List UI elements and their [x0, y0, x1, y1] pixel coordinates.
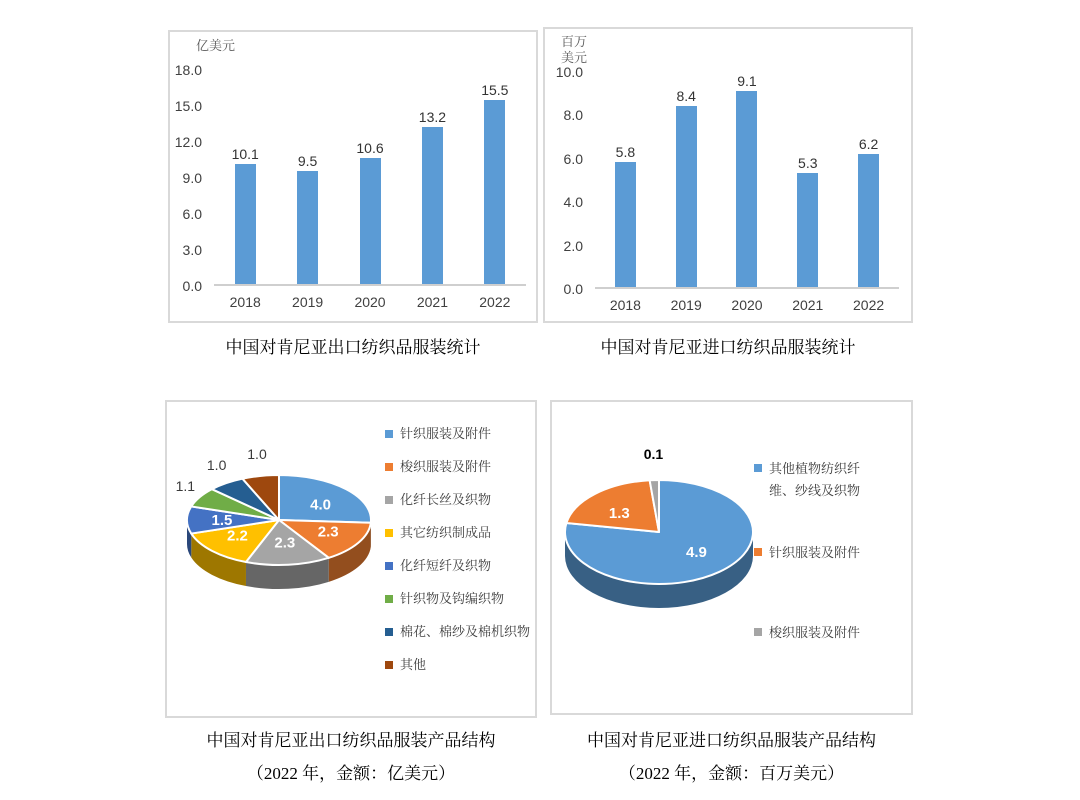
bar-column — [595, 72, 656, 287]
bar-value-label: 9.5 — [297, 153, 318, 170]
bar-column — [717, 72, 778, 287]
pie-data-label: 2.3 — [274, 534, 296, 552]
bar-2020 — [360, 158, 381, 284]
x-axis-tick-label: 2021 — [416, 294, 448, 310]
unit-label-line: 美元 — [561, 50, 588, 65]
legend-item — [385, 655, 530, 675]
legend-item — [385, 490, 530, 510]
y-axis — [170, 62, 208, 294]
y-axis-tick-label: 15.0 — [174, 98, 202, 114]
legend-label: 其他 — [400, 657, 427, 672]
x-axis-tick-label: 2019 — [670, 297, 702, 313]
pie-data-label: 4.9 — [686, 543, 707, 561]
bar-value-label: 6.2 — [858, 135, 879, 152]
y-axis-unit-label — [561, 34, 587, 66]
legend-marker — [385, 595, 393, 603]
bar-value-label: 10.1 — [231, 145, 259, 162]
legend-item — [385, 424, 530, 444]
pie-title-line1: 中国对肯尼亚出口纺织品服装产品结构 — [206, 731, 496, 750]
legend-label: 其它纺织制成品 — [400, 525, 492, 540]
legend-marker — [754, 628, 762, 636]
legend-label: 针织服装及附件 — [400, 426, 492, 441]
bar-column — [276, 70, 338, 284]
pie-data-label: 2.3 — [317, 523, 339, 541]
bar-2020 — [736, 91, 757, 287]
pie-data-label: 1.3 — [608, 504, 630, 522]
y-axis — [545, 64, 589, 297]
legend-marker — [754, 464, 762, 472]
x-axis-tick-label: 2020 — [731, 297, 763, 313]
y-axis-tick-label: 3.0 — [182, 242, 202, 259]
x-axis — [214, 288, 526, 321]
pie-title-line2: （2022 年，金额：亿美元） — [246, 764, 456, 783]
x-axis-tick-label: 2018 — [609, 297, 641, 313]
pie-data-label: 1.0 — [247, 445, 267, 462]
export-pie-chart-panel — [165, 400, 537, 718]
legend-item — [385, 556, 530, 576]
bar-value-label: 13.2 — [418, 109, 447, 126]
x-axis — [595, 291, 899, 321]
export-bar-chart-panel — [168, 30, 538, 323]
legend-item — [754, 458, 876, 502]
bar-value-label: 10.6 — [356, 139, 384, 156]
pie-data-label: 4.0 — [310, 496, 331, 514]
x-axis-tick-label: 2019 — [292, 294, 324, 310]
bar-column — [401, 70, 463, 284]
bar-column — [214, 70, 276, 284]
plot-area — [595, 72, 899, 289]
bar-value-label: 5.3 — [798, 155, 818, 172]
legend-item — [385, 523, 530, 543]
pie-title-line2: （2022 年，金额：百万美元） — [618, 764, 845, 783]
bar-2021 — [422, 127, 443, 284]
x-axis-tick-label: 2021 — [792, 297, 824, 313]
export-pie-legend — [385, 424, 530, 688]
legend-label: 针织物及钩编织物 — [400, 591, 505, 606]
pie-data-label: 1.0 — [206, 456, 227, 473]
import-bar-chart-panel — [543, 27, 913, 323]
y-axis-tick-label: 18.0 — [174, 62, 202, 78]
bar-column — [656, 72, 717, 287]
import-pie-chart-title — [550, 724, 913, 790]
legend-item — [754, 622, 876, 644]
bar-2022 — [858, 154, 879, 287]
bar-value-label: 9.1 — [737, 73, 757, 90]
bar-value-label: 8.4 — [676, 88, 696, 105]
pie-data-label: 0.1 — [643, 446, 664, 463]
y-axis-tick-label: 0.0 — [182, 278, 202, 294]
legend-marker — [385, 562, 393, 570]
bar-2018 — [235, 164, 256, 284]
legend-label: 梭织服装及附件 — [769, 625, 861, 640]
legend-marker — [385, 463, 393, 471]
y-axis-tick-label: 12.0 — [174, 134, 202, 151]
y-axis-unit-label — [196, 38, 235, 54]
y-axis-tick-label: 2.0 — [563, 237, 583, 254]
bar-column — [339, 70, 401, 284]
y-axis-tick-label: 8.0 — [563, 107, 583, 124]
legend-label: 针织服装及附件 — [769, 545, 861, 560]
legend-label: 化纤短纤及织物 — [400, 558, 492, 573]
legend-marker — [385, 529, 393, 537]
legend-marker — [385, 430, 393, 438]
pie-data-label: 1.1 — [175, 477, 196, 494]
legend-label: 棉花、棉纱及棉机织物 — [400, 624, 531, 639]
y-axis-tick-label: 6.0 — [563, 150, 583, 167]
unit-label-line: 亿美元 — [196, 38, 236, 53]
unit-label-line: 百万 — [561, 34, 588, 49]
plot-area — [214, 70, 526, 286]
legend-marker — [385, 496, 393, 504]
bar-2019 — [297, 171, 318, 284]
y-axis-tick-label: 6.0 — [182, 206, 202, 223]
x-axis-tick-label: 2020 — [354, 294, 386, 310]
x-axis-tick-label: 2022 — [853, 297, 885, 313]
legend-item — [385, 457, 530, 477]
x-axis-tick-label: 2022 — [479, 294, 511, 310]
pie-title-line1: 中国对肯尼亚进口纺织品服装产品结构 — [587, 731, 876, 750]
y-axis-tick-label: 4.0 — [563, 194, 583, 211]
pie-data-label: 1.5 — [211, 512, 233, 529]
legend-marker — [385, 628, 393, 636]
export-pie-chart-title — [165, 724, 537, 790]
import-bar-chart-title: 中国对肯尼亚进口纺织品服装统计 — [600, 338, 856, 357]
x-axis-tick-label: 2018 — [229, 294, 261, 310]
bar-column — [464, 70, 526, 284]
legend-marker — [754, 548, 762, 556]
pie-data-label: 2.2 — [227, 527, 248, 545]
y-axis-tick-label: 0.0 — [563, 281, 583, 297]
bar-2022 — [484, 100, 505, 284]
bar-column — [838, 72, 899, 287]
bar-2019 — [676, 106, 697, 287]
bar-2018 — [615, 162, 636, 287]
y-axis-tick-label: 9.0 — [182, 170, 202, 186]
legend-item — [754, 542, 876, 564]
y-axis-tick-label: 10.0 — [555, 64, 583, 80]
import-pie-chart-panel — [550, 400, 913, 715]
bar-2021 — [797, 173, 818, 287]
bar-column — [777, 72, 838, 287]
export-bar-chart-title: 中国对肯尼亚出口纺织品服装统计 — [225, 338, 481, 357]
bar-value-label: 15.5 — [481, 81, 509, 98]
bar-value-label: 5.8 — [615, 144, 636, 161]
legend-label: 化纤长丝及织物 — [400, 492, 492, 507]
legend-label: 其他植物纺织纤维、纱线及织物 — [769, 461, 861, 498]
legend-item — [385, 622, 530, 642]
legend-marker — [385, 661, 393, 669]
legend-item — [385, 589, 530, 609]
legend-label: 梭织服装及附件 — [400, 459, 492, 474]
